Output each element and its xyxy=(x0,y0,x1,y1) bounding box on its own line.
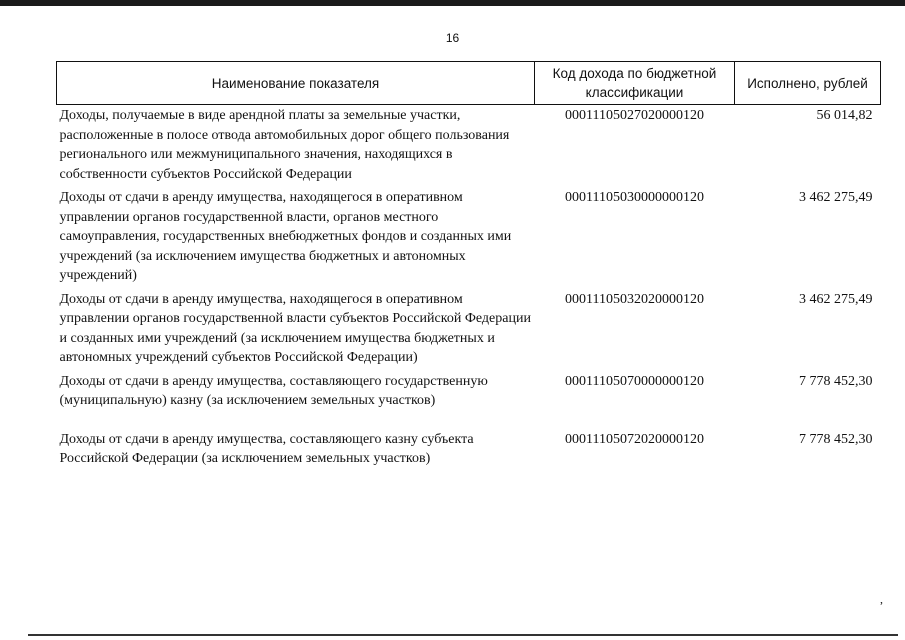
page-number: 16 xyxy=(445,31,460,45)
budget-code: 00011105070000000120 xyxy=(565,373,704,389)
indicator-name: Доходы, получаемые в виде арендной платы за земельные участки, расположенные в полосе отвода автомобильных дорог общего пользования регионального или межмуниципального значения, находящихся в собственности субъектов Российской Федерации xyxy=(59,108,510,182)
executed-amount: 7 778 452,30 xyxy=(799,431,873,447)
table-row xyxy=(57,290,881,372)
scan-bottom-border xyxy=(28,634,898,636)
table-row xyxy=(57,188,881,290)
header-indicator-name: Наименование показателя xyxy=(57,62,535,105)
budget-code: 00011105030000000120 xyxy=(565,190,704,205)
table-row xyxy=(57,430,881,473)
executed-amount: 3 462 275,49 xyxy=(799,190,873,205)
header-budget-code: Код дохода по бюджетной классификации xyxy=(535,62,735,105)
revenue-table xyxy=(56,61,881,473)
executed-amount: 7 778 452,30 xyxy=(799,373,873,389)
indicator-name: Доходы от сдачи в аренду имущества, находящегося в оперативном управлении органов государственной власти субъектов Российской Федерации и созданных ими учреждений (за исключением имущества бюджетных и автономных учреждений субъектов Российской Федерации) xyxy=(59,291,531,365)
table-header-row xyxy=(57,62,881,105)
indicator-name: Доходы от сдачи в аренду имущества, составляющего государственную (муниципальную) казну (за исключением земельных участков) xyxy=(59,373,488,408)
indicator-name: Доходы от сдачи в аренду имущества, составляющего казну субъекта Российской Федерации (за исключением земельных участков) xyxy=(59,431,474,466)
executed-amount: 3 462 275,49 xyxy=(799,291,873,307)
budget-code: 00011105027020000120 xyxy=(565,108,704,123)
scan-top-border xyxy=(0,0,905,6)
budget-code: 00011105032020000120 xyxy=(565,291,704,307)
table-row xyxy=(57,372,881,430)
budget-code: 00011105072020000120 xyxy=(565,431,704,447)
margin-mark: , xyxy=(880,592,883,606)
indicator-name: Доходы от сдачи в аренду имущества, находящегося в оперативном управлении органов государственной власти, органов местного самоуправления, государственных внебюджетных фондов и созданных ими учреждений (за исключением имущества бюджетных и автономных учреждений) xyxy=(59,190,512,283)
header-executed-amount: Исполнено, рублей xyxy=(735,62,881,105)
executed-amount: 56 014,82 xyxy=(816,108,873,123)
table-row xyxy=(57,105,881,189)
